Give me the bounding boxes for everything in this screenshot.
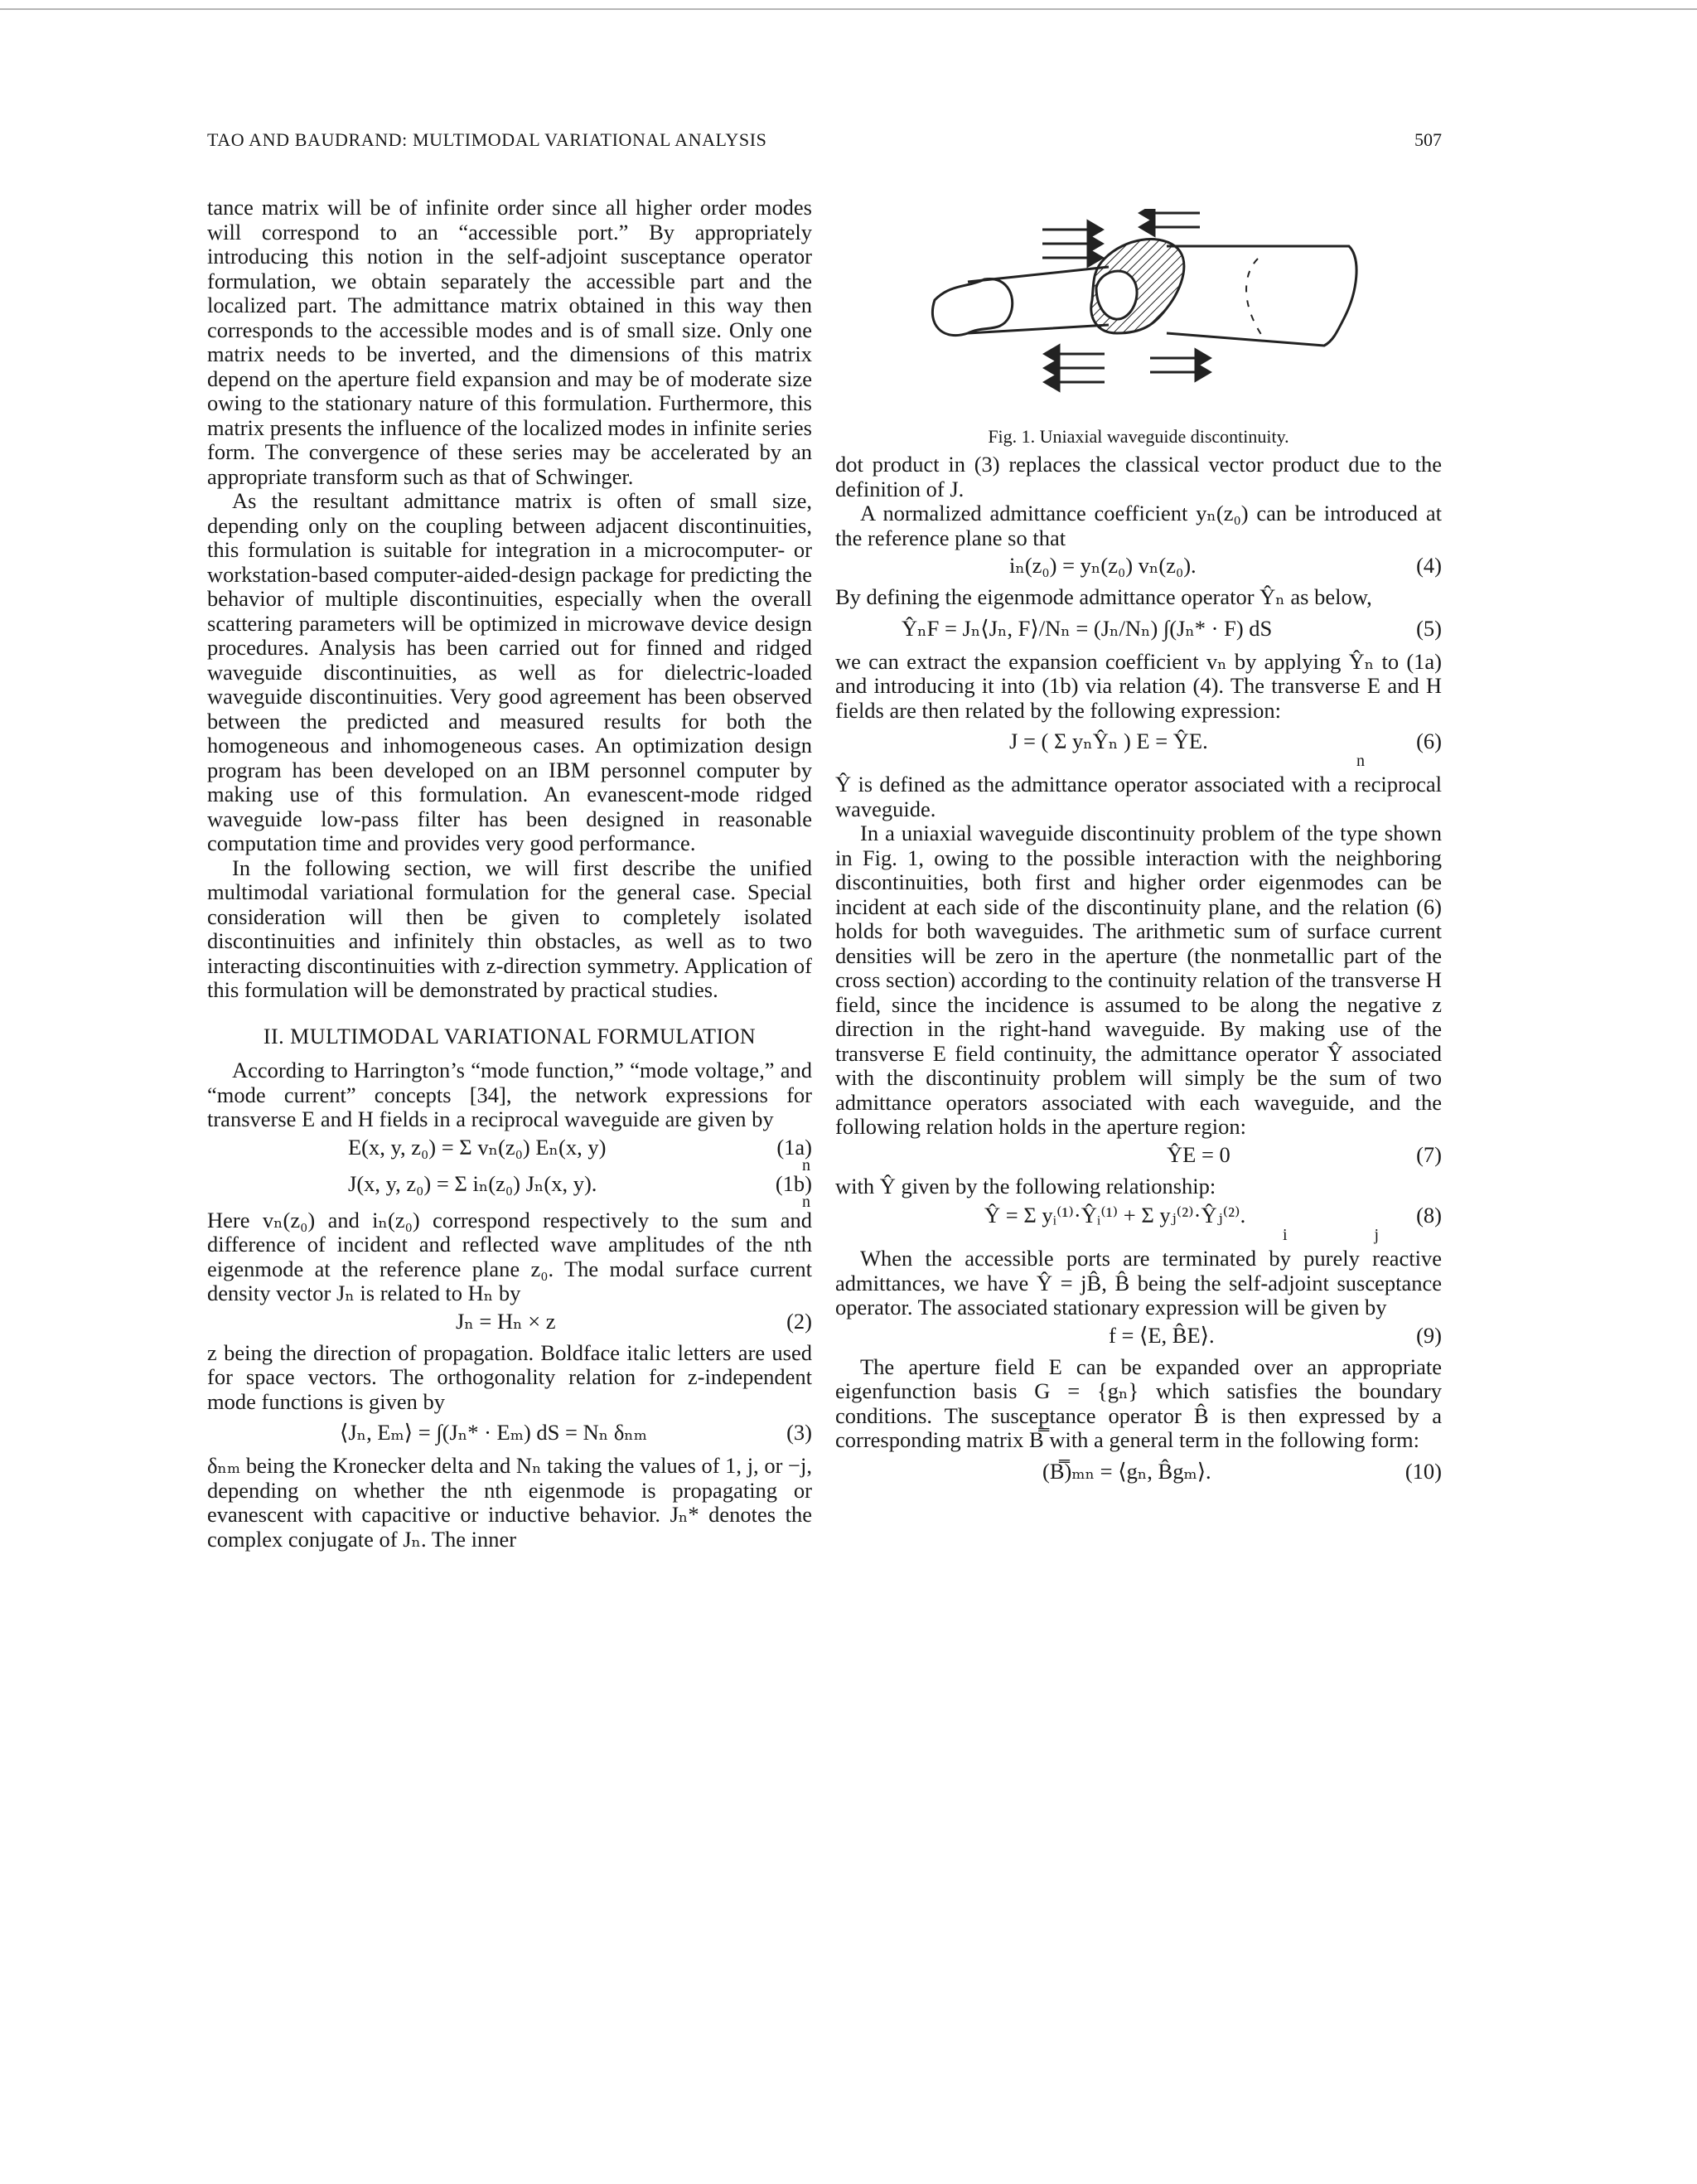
equation-2 bbox=[207, 1310, 812, 1338]
summation-index: n bbox=[802, 1155, 810, 1174]
equation-expression: ŶE = 0 bbox=[1167, 1141, 1230, 1167]
equation-8 bbox=[835, 1202, 1442, 1243]
page-number: 507 bbox=[1414, 129, 1442, 150]
figure-1 bbox=[835, 196, 1442, 447]
left-column bbox=[207, 196, 812, 1552]
paragraph: dot product in (3) replaces the classical vector product due to the definition of J. bbox=[835, 452, 1442, 501]
equation-1b bbox=[207, 1170, 812, 1211]
equation-3 bbox=[207, 1417, 812, 1450]
equation-number: (2) bbox=[786, 1308, 812, 1334]
paragraph: According to Harrington’s “mode function,” “mode voltage,” and “mode current” concepts [34], the network expressions for transverse E and H fields in a reciprocal waveguide are given by bbox=[207, 1058, 812, 1131]
equation-number: (9) bbox=[1416, 1322, 1442, 1348]
waveguide-discontinuity-diagram bbox=[918, 209, 1366, 416]
equation-6 bbox=[835, 726, 1442, 769]
paragraph: δₙₘ being the Kronecker delta and Nₙ taking the values of 1, j, or −j, depending on whether the nth eigenmode is propagating or evanescent with capacitive or inductive behavior. Jₙ* denotes the complex conjugate of Jₙ. The inner bbox=[207, 1453, 812, 1552]
outgoing-left-arrows-icon bbox=[1045, 346, 1105, 390]
paragraph: The aperture field E can be expanded over an appropriate eigenfunction basis G = {gₙ} which satisfies the boundary conditions. The susceptance operator B̂ is then expressed by a corresponding matrix B̿ with a general term in the following form: bbox=[835, 1353, 1442, 1452]
paragraph: In the following section, we will first describe the unified multimodal variational formulation for the general case. Special consideration will then be given to completely isolated discontinuities and infinitely thin obstacles, as well as to two interacting discontinuities with z-direction symmetry. Application of this formulation will be demonstrated by practical studies. bbox=[207, 855, 812, 1002]
equation-number: (5) bbox=[1416, 615, 1442, 641]
equation-number: (1b) bbox=[775, 1170, 812, 1196]
paragraph: By defining the eigenmode admittance operator Ŷₙ as below, bbox=[835, 584, 1372, 609]
equation-number: (6) bbox=[1416, 729, 1442, 753]
incident-arrows-icon bbox=[1042, 221, 1102, 266]
right-column bbox=[835, 196, 1442, 1493]
equation-1a bbox=[207, 1134, 812, 1174]
paragraph: A normalized admittance coefficient yₙ(z₀) can be introduced at the reference plane so that bbox=[835, 501, 1442, 550]
transmitted-arrows-icon bbox=[1150, 350, 1210, 380]
paragraph: As the resultant admittance matrix is often of small size, depending only on the coupling between adjacent discontinuities, this formulation is suitable for integration in a microcomputer- or workstation-based computer-aided-design package for predicting the behavior of multiple discontinuities, especially when the overall scattering parameters will be optimized in microwave device design procedures. Analysis has been carried out for finned and ridged waveguide discontinuities, as well as for dielectric-loaded waveguide discontinuities. Very good agreement has been observed between the predicted and measured results for both the homogeneous and inhomogeneous cases. An optimization design program has been developed on an IBM personnel computer by making use of this formulation. An evanescent-mode ridged waveguide low-pass filter has been designed in reasonable computation time and provides very good performance. bbox=[207, 488, 812, 855]
equation-expression: J = ( Σ yₙŶₙ ) E = ŶE. bbox=[1009, 729, 1208, 753]
running-header bbox=[207, 129, 1442, 154]
equation-expression: f = ⟨E, B̂E⟩. bbox=[1109, 1322, 1215, 1348]
equation-expression: E(x, y, z₀) = Σ vₙ(z₀) Eₙ(x, y) bbox=[348, 1134, 607, 1160]
section-heading: II. MULTIMODAL VARIATIONAL FORMULATION bbox=[263, 1024, 757, 1048]
equation-4 bbox=[835, 554, 1442, 582]
figure-caption: Fig. 1. Uniaxial waveguide discontinuity. bbox=[988, 426, 1289, 447]
paragraph: In a uniaxial waveguide discontinuity problem of the type shown in Fig. 1, owing to the possible interaction with the neighboring discontinuities, both first and higher order eigenmodes can be incident at each side of the discontinuity plane, and the relation (6) holds for both waveguides. The arithmetic sum of surface current densities will be zero in the aperture (the nonmetallic part of the cross section) according to the continuity relation of the transverse H field, since the incidence is assumed to be along the negative z direction in the right-hand waveguide. By making use of the transverse E field continuity, the admittance operator Ŷ associated with the discontinuity problem will simply be the sum of two admittance operators associated with each waveguide, and the following relation holds in the aperture region: bbox=[835, 821, 1442, 1139]
paragraph: Ŷ is defined as the admittance operator associated with a reciprocal waveguide. bbox=[835, 772, 1442, 821]
paragraph: Here vₙ(z₀) and iₙ(z₀) correspond respectively to the sum and difference of incident and reflected wave amplitudes of the nth eigenmode at the reference plane z₀. The modal surface current density vector Jₙ is related to Hₙ by bbox=[207, 1207, 812, 1305]
equation-number: (4) bbox=[1416, 553, 1442, 578]
equation-9 bbox=[835, 1324, 1442, 1352]
equation-number: (10) bbox=[1404, 1458, 1442, 1484]
running-title: TAO AND BAUDRAND: MULTIMODAL VARIATIONAL ANALYSIS bbox=[207, 129, 767, 150]
summation-index: n bbox=[802, 1192, 810, 1211]
paragraph: we can extract the expansion coefficient vₙ by applying Ŷₙ to (1a) and introducing it into (1b) via relation (4). The transverse E and H fields are then related by the following expression: bbox=[835, 648, 1442, 723]
paragraph: When the accessible ports are terminated by purely reactive admittances, we have Ŷ = jB̂, B̂ being the self-adjoint susceptance operator. The associated stationary expression will be given by bbox=[835, 1246, 1442, 1320]
equation-7 bbox=[835, 1143, 1442, 1171]
equation-10 bbox=[835, 1456, 1442, 1489]
reflected-arrows-icon bbox=[1140, 209, 1200, 235]
equation-5 bbox=[835, 613, 1442, 646]
summation-index: i j bbox=[1282, 1226, 1380, 1244]
equation-number: (7) bbox=[1416, 1141, 1442, 1167]
equation-number: (1a) bbox=[776, 1134, 812, 1160]
summation-index: n bbox=[1356, 752, 1365, 770]
equation-expression: ⟨Jₙ, Eₘ⟩ = ∫(Jₙ* · Eₘ) dS = Nₙ δₙₘ bbox=[340, 1420, 648, 1445]
equation-expression: Ŷ = Σ yᵢ⁽¹⁾·Ŷᵢ⁽¹⁾ + Σ yⱼ⁽²⁾·Ŷⱼ⁽²⁾. bbox=[984, 1203, 1246, 1228]
equation-expression: (B̿)ₘₙ = ⟨gₙ, B̂gₘ⟩. bbox=[1042, 1458, 1211, 1484]
equation-expression: ŶₙF = Jₙ⟨Jₙ, F⟩/Nₙ = (Jₙ/Nₙ) ∫(Jₙ* · F) dS bbox=[902, 615, 1273, 641]
equation-expression: iₙ(z₀) = yₙ(z₀) vₙ(z₀). bbox=[1009, 553, 1197, 578]
equation-expression: Jₙ = Hₙ × z bbox=[456, 1308, 556, 1334]
paragraph: tance matrix will be of infinite order since all higher order modes will correspond to an “accessible port.” By appropriately introducing this notion in the self-adjoint susceptance operator formulation, we obtain separately the accessible part and the localized part. The admittance matrix obtained in this way then corresponds to the accessible modes and is of small size. Only one matrix needs to be inverted, and the dimensions of this matrix depend on the aperture field expansion and may be of moderate size owing to the stationary nature of this formulation. Furthermore, this matrix presents the influence of the localized modes in infinite series form. The convergence of these series may be accelerated by an appropriate transform such as that of Schwinger. bbox=[207, 195, 812, 489]
paragraph: z being the direction of propagation. Boldface italic letters are used for space vectors. The orthogonality relation for z-independent mode functions is given by bbox=[207, 1339, 812, 1414]
paragraph: with Ŷ given by the following relationship: bbox=[835, 1173, 1216, 1199]
equation-number: (8) bbox=[1416, 1203, 1442, 1228]
equation-number: (3) bbox=[786, 1420, 812, 1445]
equation-expression: J(x, y, z₀) = Σ iₙ(z₀) Jₙ(x, y). bbox=[348, 1170, 597, 1196]
page-top-rule bbox=[0, 8, 1697, 10]
